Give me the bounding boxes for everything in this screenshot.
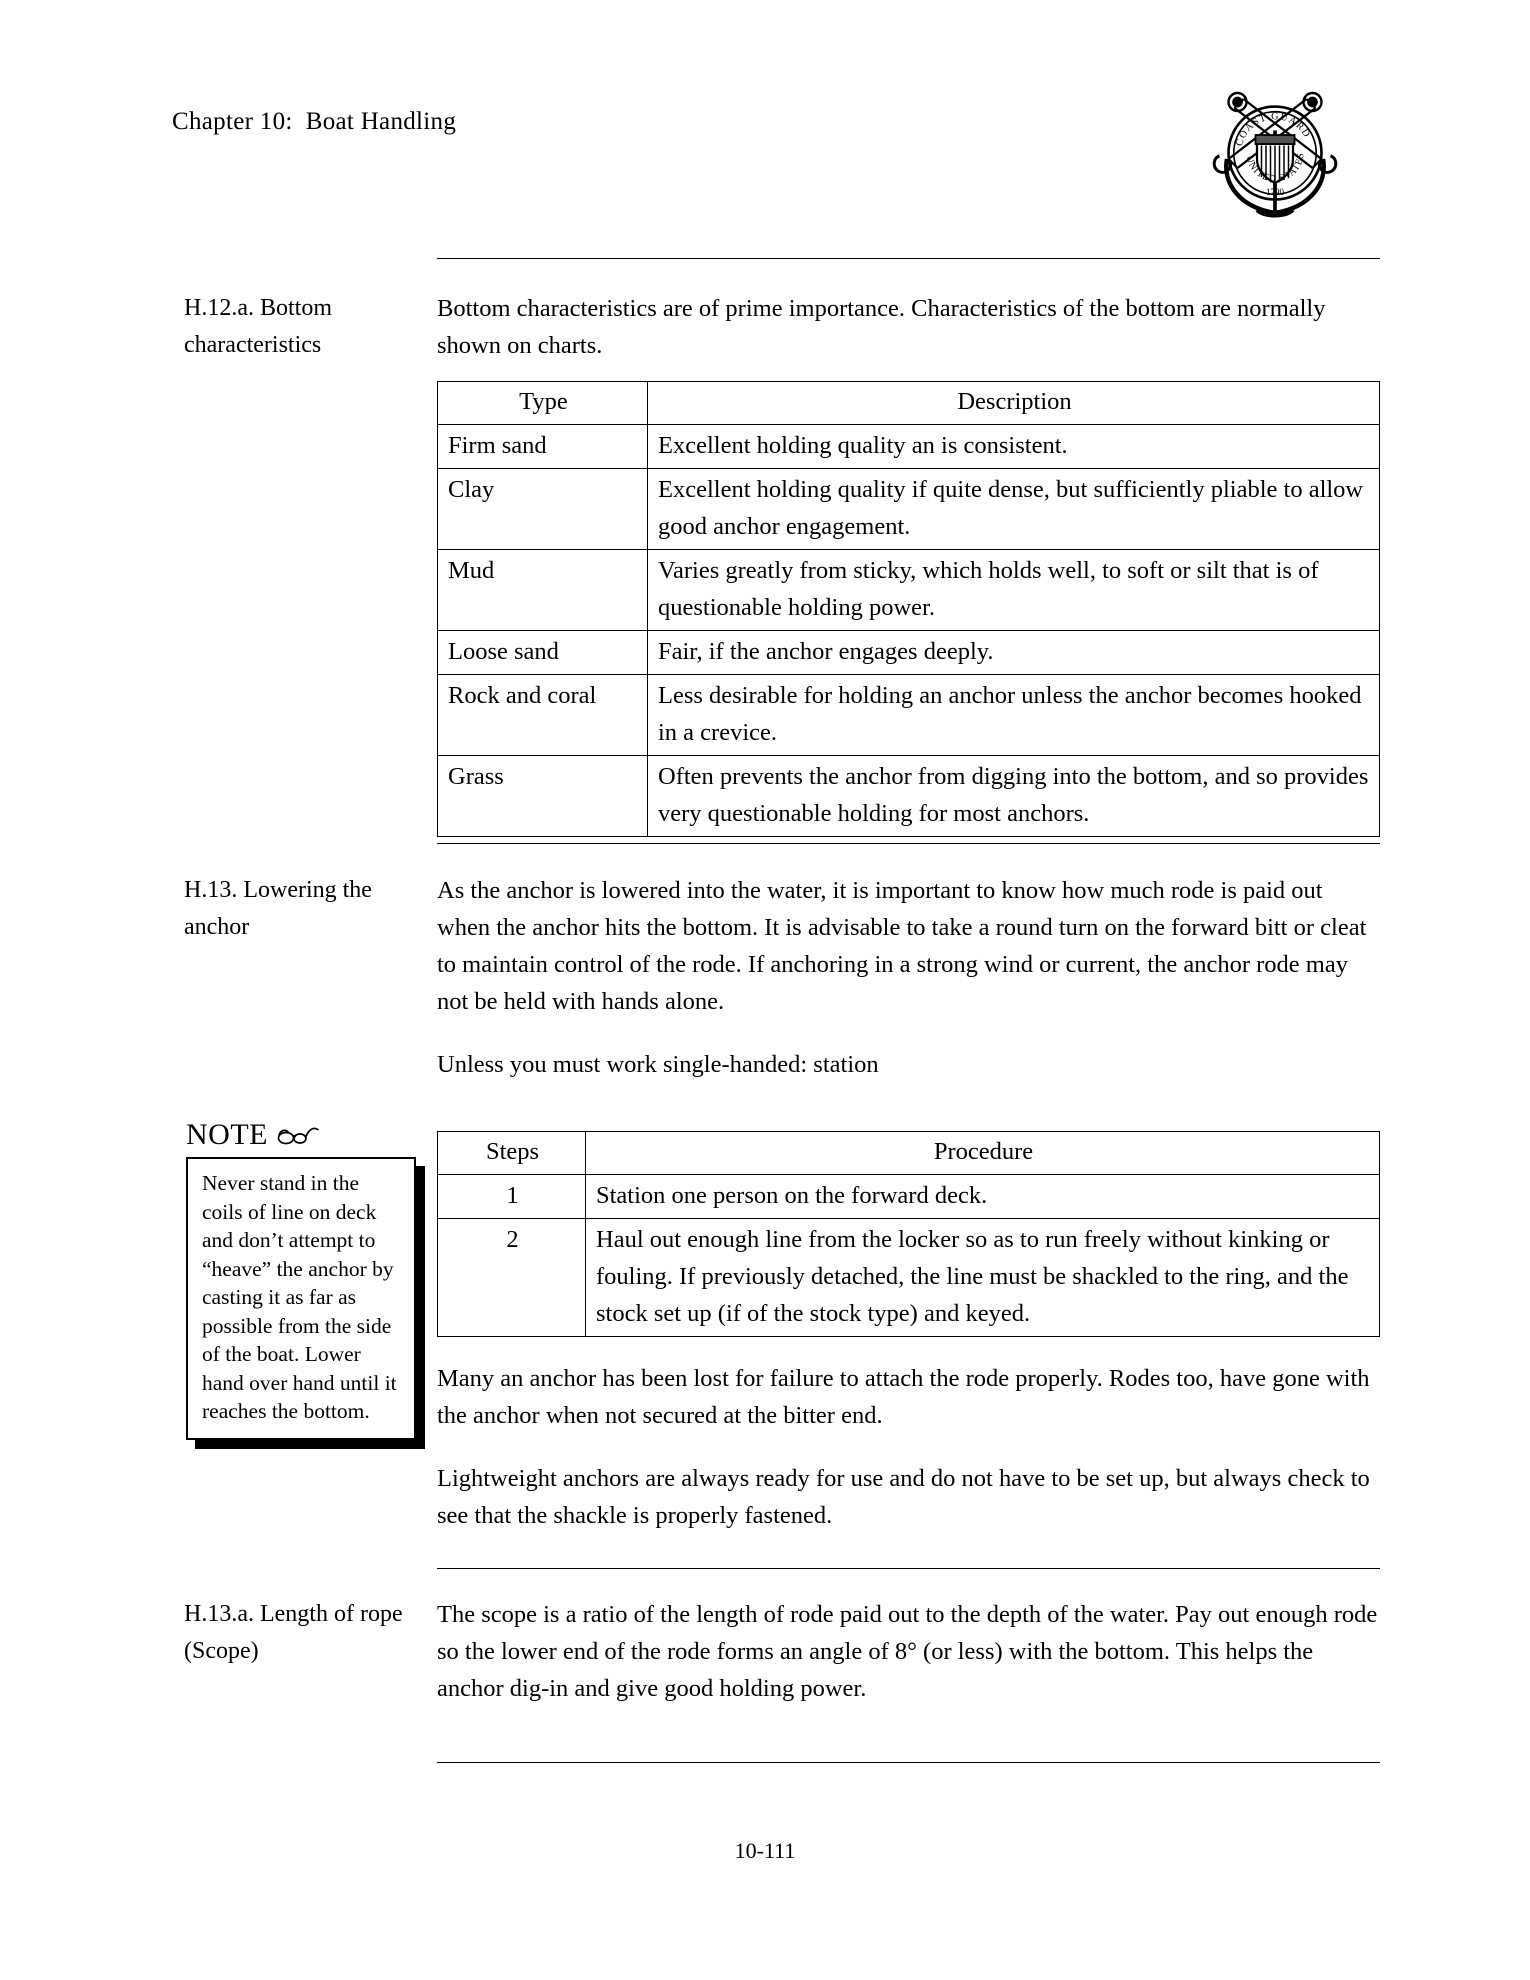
table-row xyxy=(438,1175,1380,1219)
section-h13-continued-body xyxy=(437,1360,1380,1534)
cell-description: Excellent holding quality an is consistent. xyxy=(648,425,1380,469)
column-header-steps: Steps xyxy=(438,1132,586,1175)
table-row xyxy=(438,550,1380,631)
cell-description: Often prevents the anchor from digging into the bottom, and so provides very questionable holding for most anchors. xyxy=(648,756,1380,837)
section-h13-body xyxy=(437,872,1380,1083)
section-h13a xyxy=(172,1596,1380,1707)
column-header-type: Type xyxy=(438,382,648,425)
note-heading-row xyxy=(186,1118,416,1154)
cell-type: Mud xyxy=(438,550,648,631)
paragraph: Unless you must work single-handed: station xyxy=(437,1051,879,1078)
section-h12a-label: H.12.a. Bottom characteristics xyxy=(184,295,332,358)
cell-procedure: Haul out enough line from the locker so as to run freely without kinking or fouling. If previously detached, the line must be shackled to the ring, and the stock set up (if of the stock type) and keyed. xyxy=(586,1219,1380,1337)
section-h12a-body xyxy=(437,290,1380,364)
section-h13a-label: H.13.a. Length of rope (Scope) xyxy=(184,1601,403,1664)
section-h12a xyxy=(172,290,1380,364)
table-row xyxy=(438,1219,1380,1337)
eyeglasses-icon xyxy=(276,1120,322,1154)
paragraph: Many an anchor has been lost for failure to attach the rode properly. Rodes too, have gone with the anchor when not secured at the bitter end. xyxy=(437,1365,1370,1429)
section-divider-top xyxy=(437,258,1380,259)
cell-description: Varies greatly from sticky, which holds well, to soft or silt that is of questionable holding power. xyxy=(648,550,1380,631)
section-h13-label: H.13. Lowering the anchor xyxy=(184,877,372,940)
procedure-table-wrap xyxy=(437,1131,1380,1337)
us-coast-guard-seal-icon xyxy=(1200,78,1350,228)
cell-type: Firm sand xyxy=(438,425,648,469)
svg-text:1790: 1790 xyxy=(1266,187,1284,197)
page-number: 10-111 xyxy=(734,1838,796,1863)
table-header-row xyxy=(438,1132,1380,1175)
chapter-title: Chapter 10: Boat Handling xyxy=(172,108,457,135)
cell-description: Less desirable for holding an anchor unless the anchor becomes hooked in a crevice. xyxy=(648,675,1380,756)
cell-procedure: Station one person on the forward deck. xyxy=(586,1175,1380,1219)
table-row xyxy=(438,469,1380,550)
bottom-characteristics-table xyxy=(437,381,1380,837)
table-header-row xyxy=(438,382,1380,425)
cell-type: Rock and coral xyxy=(438,675,648,756)
cell-step: 1 xyxy=(438,1175,586,1219)
section-divider-h13 xyxy=(437,843,1380,844)
note-heading: NOTE xyxy=(186,1118,268,1151)
cell-description: Fair, if the anchor engages deeply. xyxy=(648,631,1380,675)
table-row xyxy=(438,675,1380,756)
cell-type: Loose sand xyxy=(438,631,648,675)
column-header-description: Description xyxy=(648,382,1380,425)
bottom-characteristics-table-wrap xyxy=(437,381,1380,837)
table-row xyxy=(438,631,1380,675)
table-row xyxy=(438,756,1380,837)
column-header-procedure: Procedure xyxy=(586,1132,1380,1175)
section-divider-bottom xyxy=(437,1762,1380,1763)
page-footer xyxy=(0,1838,1530,1864)
section-h13a-body xyxy=(437,1596,1380,1707)
paragraph: Lightweight anchors are always ready for use and do not have to be set up, but always check to see that the shackle is properly fastened. xyxy=(437,1465,1370,1529)
procedure-table xyxy=(437,1131,1380,1337)
page-header xyxy=(172,108,1380,248)
section-h13 xyxy=(172,872,1380,1083)
cell-type: Clay xyxy=(438,469,648,550)
cell-type: Grass xyxy=(438,756,648,837)
svg-text:COAST GUARD: COAST GUARD xyxy=(1233,111,1313,148)
table-row xyxy=(438,425,1380,469)
paragraph: As the anchor is lowered into the water, it is important to know how much rode is paid out when the anchor hits the bottom. It is advisable to take a round turn on the forward bitt or cleat to maintain control of the rode. If anchoring in a strong wind or current, the anchor rode may not be held with hands alone. xyxy=(437,877,1367,1015)
section-h13-continued xyxy=(172,1360,1380,1534)
cell-description: Excellent holding quality if quite dense, but sufficiently pliable to allow good anchor engagement. xyxy=(648,469,1380,550)
section-divider-h13a xyxy=(437,1568,1380,1569)
note-text: Never stand in the coils of line on deck and don’t attempt to “heave” the anchor by casting it as far as possible from the side of the boat. Lower hand over hand until it reaches the bottom. xyxy=(202,1171,397,1424)
paragraph: Bottom characteristics are of prime importance. Characteristics of the bottom are normally shown on charts. xyxy=(437,295,1326,359)
svg-text:UNITED STATES: UNITED STATES xyxy=(1243,151,1307,185)
paragraph: The scope is a ratio of the length of rode paid out to the depth of the water. Pay out enough rode so the lower end of the rode forms an angle of 8° (or less) with the bottom. This helps the anchor dig-in and give good holding power. xyxy=(437,1601,1378,1702)
cell-step: 2 xyxy=(438,1219,586,1337)
